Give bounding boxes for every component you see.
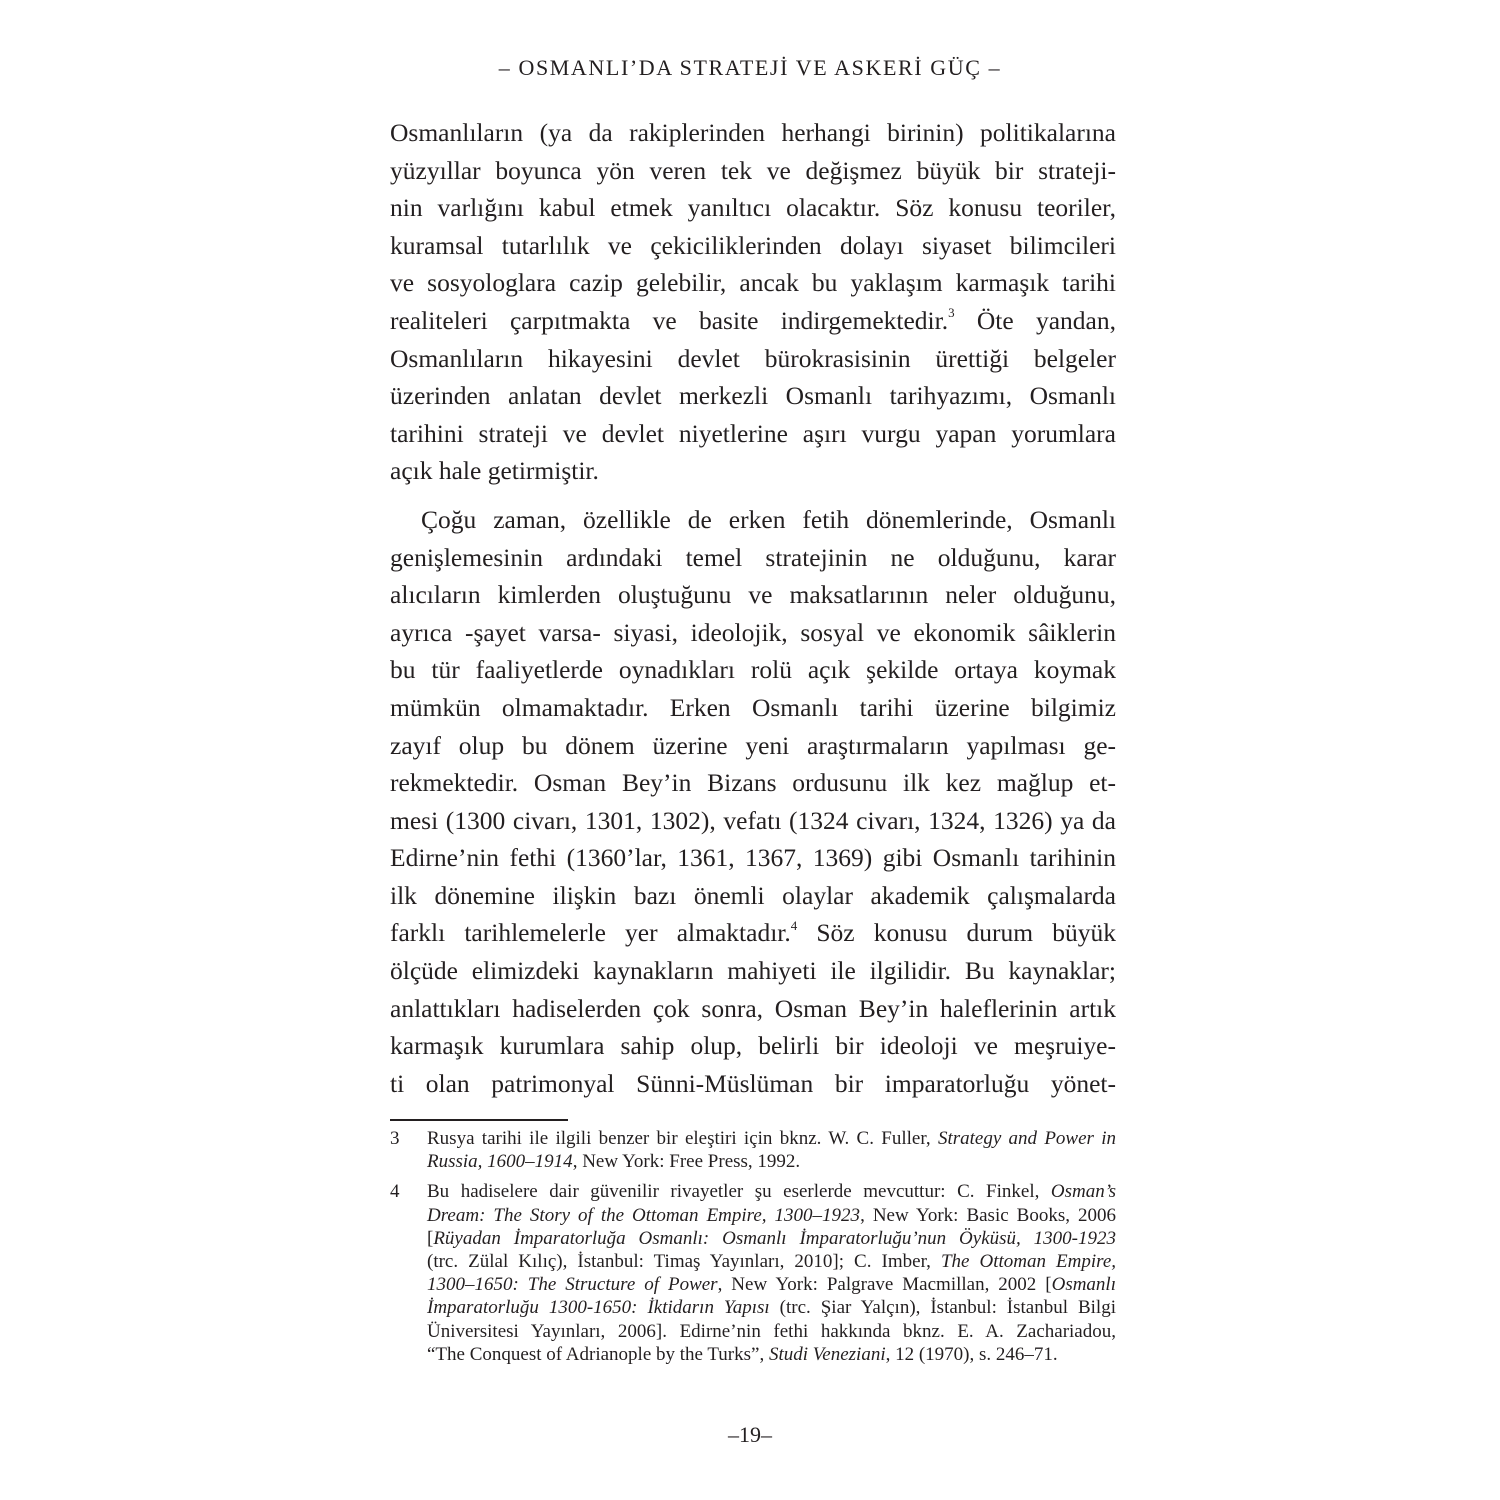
body-line: tarihini strateji ve devlet niyetlerine aşırı vurgu yapan yorumlara	[390, 418, 1116, 448]
body-line: ayrıca -şayet varsa- siyasi, ideolojik, sosyal ve ekonomik sâiklerin	[390, 617, 1116, 647]
body-line: yüzyıllar boyunca yön veren tek ve değişmez büyük bir strateji-	[390, 155, 1116, 185]
body-text	[390, 114, 1116, 1102]
body-line: ölçüde elimizdeki kaynakların mahiyeti ile ilgilidir. Bu kaynaklar;	[390, 956, 1116, 986]
footnote-separator	[390, 1119, 568, 1121]
footnote-3	[390, 1127, 1116, 1173]
body-line: bu tür faaliyetlerde oynadıkları rolü açık şekilde ortaya koymak	[390, 655, 1116, 685]
body-line: açık hale getirmiştir.	[390, 456, 599, 486]
footnote-title: Rüyadan İmparatorluğa Osmanlı: Osmanlı İmparatorluğu’nun Öyküsü, 1300-1923	[433, 1227, 1116, 1249]
footnote-text: [	[427, 1227, 434, 1249]
body-line: alıcıların kimlerden oluştuğunu ve maksatlarının neler olduğunu,	[390, 580, 1116, 610]
footnote-number: 4	[390, 1181, 400, 1203]
paragraph-gap	[390, 490, 1116, 501]
footnote-title: İmparatorluğu 1300-1650: İktidarın Yapısı	[427, 1297, 770, 1319]
body-line	[390, 914, 1116, 952]
footnote-text: , New York: Basic Books, 2006	[860, 1204, 1117, 1226]
footnote-text: Bu hadiselere dair güvenilir rivayetler şu eserlerde mevcuttur: C. Finkel,	[427, 1181, 1051, 1203]
footnote-text: , New York: Palgrave Macmillan, 2002 [	[717, 1274, 1052, 1296]
body-line: mümkün olmamaktadır. Erken Osmanlı tarihi üzerine bilgimiz	[390, 692, 1116, 722]
footnote-number: 3	[390, 1128, 400, 1149]
body-line: kuramsal tutarlılık ve çekiciliklerinden dolayı siyaset bilimcileri	[390, 230, 1116, 260]
body-line	[390, 302, 1116, 340]
footnote-text: “The Conquest of Adrianople by the Turks”,	[427, 1343, 769, 1365]
footnote-title: The Ottoman Empire,	[940, 1250, 1117, 1272]
footnote-title: 1300–1650: The Structure of Power	[427, 1274, 718, 1296]
footnote-ref-4[interactable]: 4	[790, 917, 798, 933]
body-line-text: Öte yandan,	[954, 305, 1116, 335]
footnote-line: Üniversitesi Yayınları, 2006]. Edirne’nin fethi hakkında bknz. E. A. Zachariadou,	[427, 1320, 1116, 1342]
body-line: karmaşık kurumlara sahip olup, belirli bir ideoloji ve meşruiye-	[390, 1031, 1116, 1061]
footnote-title: Strategy and Power in	[937, 1128, 1117, 1149]
footnote-line	[427, 1273, 1116, 1296]
footnote-text: , New York: Free Press, 1992.	[572, 1151, 801, 1173]
body-line: Osmanlıların (ya da rakiplerinden herhangi birinin) politikalarına	[390, 118, 1116, 147]
footnote-line	[427, 1296, 1116, 1319]
body-line-text: farklı tarihlemelerle yer almaktadır.	[390, 918, 791, 948]
body-line: ve sosyologlara cazip gelebilir, ancak bu yaklaşım karmaşık tarihi	[390, 268, 1116, 298]
footnote-title: Dream: The Story of the Ottoman Empire, 1300–1923	[427, 1204, 861, 1226]
footnote-line	[427, 1150, 1116, 1173]
footnote-title: Studi Veneziani	[768, 1343, 886, 1365]
footnote-text: (trc. Zülal Kılıç), İstanbul: Timaş Yayınları, 2010]; C. Imber,	[427, 1250, 941, 1272]
body-line: ti olan patrimonyal Sünni-Müslüman bir imparatorluğu yönet-	[390, 1068, 1116, 1098]
footnotes	[390, 1127, 1116, 1373]
footnote-line	[427, 1180, 1116, 1203]
body-line: mesi (1300 civarı, 1301, 1302), vefatı (1324 civarı, 1324, 1326) ya da	[390, 805, 1116, 835]
body-line: nin varlığını kabul etmek yanıltıcı olacaktır. Söz konusu teoriler,	[390, 193, 1116, 223]
body-line: Çoğu zaman, özellikle de erken fetih dönemlerinde, Osmanlı	[421, 504, 1116, 534]
footnote-title: Osman’s	[1050, 1181, 1116, 1203]
footnote-line	[427, 1127, 1116, 1150]
footnote-text: Rusya tarihi ile ilgili benzer bir eleştiri için bknz. W. C. Fuller,	[427, 1128, 938, 1149]
footnote-ref-3[interactable]: 3	[948, 305, 955, 321]
body-line-text: Söz konusu durum büyük	[797, 918, 1116, 948]
footnote-title: Russia, 1600–1914	[427, 1151, 573, 1173]
footnote-line	[427, 1250, 1116, 1273]
footnote-text: , 12 (1970), s. 246–71.	[885, 1343, 1058, 1365]
body-line: Edirne’nin fethi (1360’lar, 1361, 1367, 1369) gibi Osmanlı tarihinin	[390, 843, 1116, 873]
running-header: – OSMANLI’DA STRATEJİ VE ASKERİ GÜÇ –	[498, 55, 1002, 80]
body-line: ilk dönemine ilişkin bazı önemli olaylar akademik çalışmalarda	[390, 880, 1116, 910]
body-line: üzerinden anlatan devlet merkezli Osmanlı tarihyazımı, Osmanlı	[390, 381, 1116, 411]
footnote-line	[427, 1204, 1116, 1227]
footnote-line	[427, 1227, 1116, 1250]
footnote-text: (trc. Şiar Yalçın), İstanbul: İstanbul Bilgi	[769, 1297, 1116, 1319]
body-line-text: realiteleri çarpıtmakta ve basite indirgemektedir.	[390, 305, 949, 335]
footnote-4	[390, 1180, 1116, 1366]
body-line: Osmanlıların hikayesini devlet bürokrasisinin ürettiği belgeler	[390, 343, 1116, 373]
body-line: genişlemesinin ardındaki temel stratejinin ne olduğunu, karar	[390, 542, 1116, 572]
page-number: –19–	[728, 1422, 772, 1447]
body-line: rekmektedir. Osman Bey’in Bizans ordusunu ilk kez mağlup et-	[390, 768, 1116, 798]
body-line: zayıf olup bu dönem üzerine yeni araştırmaların yapılması ge-	[390, 730, 1116, 760]
footnote-line	[427, 1343, 1116, 1366]
footnote-title: Osmanlı	[1051, 1274, 1116, 1296]
body-line: anlattıkları hadiselerden çok sonra, Osman Bey’in haleflerinin artık	[390, 993, 1116, 1023]
